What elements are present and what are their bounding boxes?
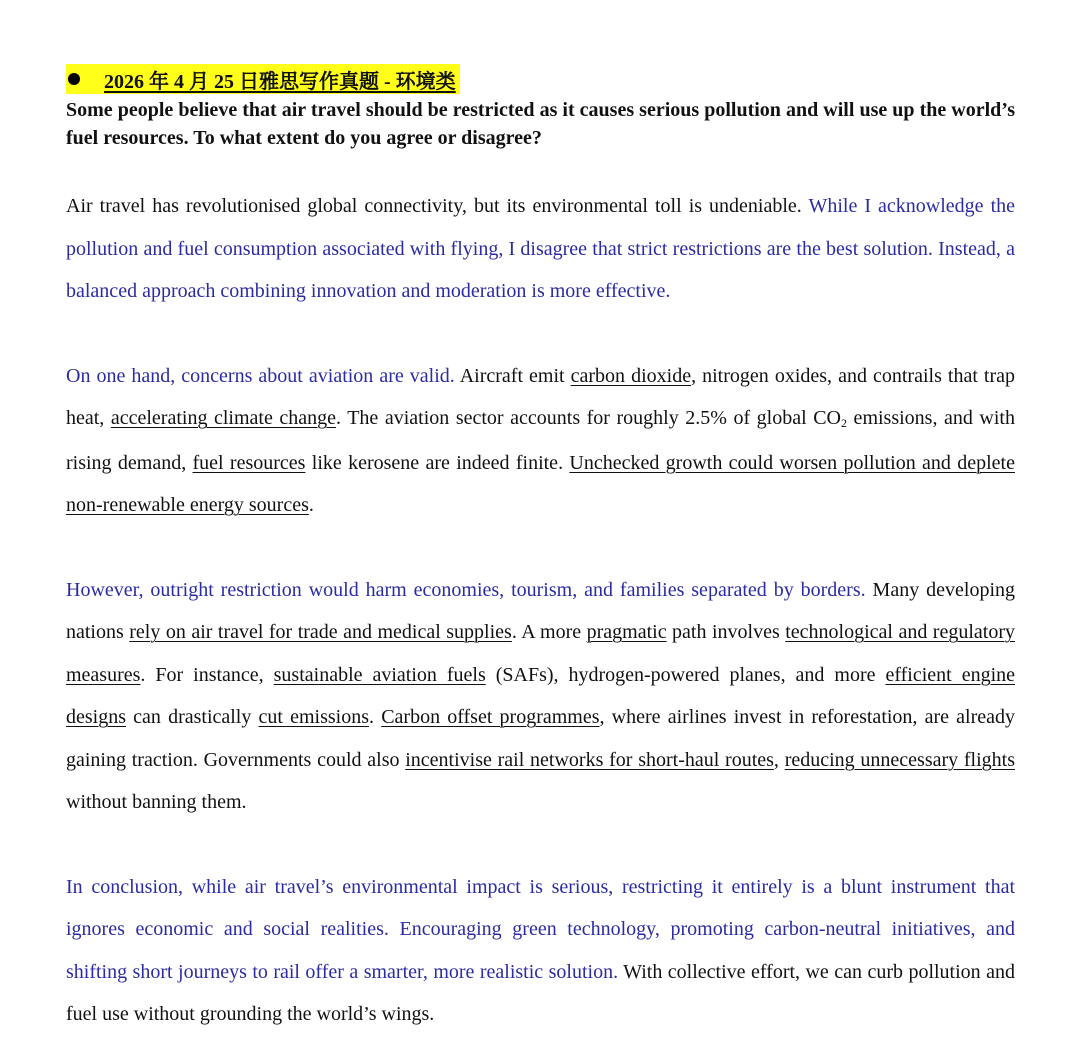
underlined-phrase: Carbon offset programmes xyxy=(381,706,600,728)
underlined-phrase: incentivise rail networks for short-haul routes xyxy=(405,748,774,771)
underlined-phrase: sustainable aviation fuels xyxy=(273,663,486,686)
underlined-phrase: technological and regulatory measures xyxy=(66,621,1015,686)
text-run: without banning them. xyxy=(66,791,247,813)
text-run: , where airlines invest in reforestation, are already gaining traction. Governments could also xyxy=(66,706,1015,771)
underlined-phrase: efficient engine designs xyxy=(66,663,1016,728)
underlined-phrase: accelerating climate change xyxy=(110,407,337,429)
body-two-topic-sentence: However, outright restriction would harm economies, tourism, and families separated by borders. xyxy=(66,578,866,601)
text-run: (SAFs), hydrogen-powered planes, and more xyxy=(485,663,886,686)
underlined-phrase: pragmatic xyxy=(586,621,667,643)
paragraph-body-two xyxy=(66,569,1015,824)
text-run: . For instance, xyxy=(140,663,274,686)
subscript-two: 2 xyxy=(841,416,848,430)
text-run: Aircraft emit xyxy=(454,364,571,387)
underlined-phrase: rely on air travel for trade and medical supplies xyxy=(129,621,512,643)
heading-row xyxy=(66,64,1015,94)
conclusion-main: In conclusion, while air travel’s environmental impact is serious, restricting it entirely is a blunt instrument that ignores economic and social realities. Encouraging green technology, promoting carbon-neutral initiatives, and shifting short journeys to rail offer a smarter, more realistic solution. xyxy=(66,875,1015,983)
text-run: . The aviation sector accounts for roughly 2.5% of global CO xyxy=(336,407,842,429)
text-run: . A more xyxy=(511,621,587,643)
text-run: can drastically xyxy=(126,706,259,728)
text-run: emissions, and with rising demand, xyxy=(66,407,1015,474)
paragraph-body-one xyxy=(66,355,1015,527)
paragraph-introduction xyxy=(66,185,1015,313)
underlined-phrase: Unchecked growth could worsen pollution and deplete non-renewable energy sources xyxy=(66,451,1015,516)
text-run: . xyxy=(369,706,382,728)
text-run: path involves xyxy=(666,621,786,643)
underlined-phrase: fuel resources xyxy=(192,451,306,474)
text-run: , nitrogen oxides, and contrails that trap heat, xyxy=(66,364,1016,429)
text-run: like kerosene are indeed finite. xyxy=(305,451,570,474)
intro-thesis: While I acknowledge the pollution and fuel consumption associated with flying, I disagree that strict restrictions are the best solution. Instead, a balanced approach combining innovation and moderation is more effective. xyxy=(66,195,1016,302)
text-run: , xyxy=(773,748,785,771)
paragraph-conclusion xyxy=(66,866,1015,1036)
bullet-icon xyxy=(68,73,80,85)
underlined-phrase: cut emissions xyxy=(258,706,370,728)
conclusion-closing: With collective effort, we can curb pollution and fuel use without grounding the world’s wings. xyxy=(66,960,1015,1025)
body-one-topic-sentence: On one hand, concerns about aviation are valid. xyxy=(66,364,455,387)
heading-title: 2026 年 4 月 25 日雅思写作真题 - 环境类 xyxy=(104,70,456,93)
text-run: Many developing nations xyxy=(66,578,1016,643)
intro-sentence: Air travel has revolutionised global connectivity, but its environmental toll is undeniable. xyxy=(66,195,809,217)
underlined-phrase: carbon dioxide xyxy=(570,364,692,387)
essay-page xyxy=(66,64,1015,1036)
underlined-phrase: reducing unnecessary flights xyxy=(784,748,1016,771)
heading-highlight xyxy=(66,64,460,94)
essay-prompt: Some people believe that air travel should be restricted as it causes serious pollution and will use up the world’s fuel resources. To what extent do you agree or disagree? xyxy=(66,99,1015,149)
text-run: . xyxy=(308,494,314,516)
